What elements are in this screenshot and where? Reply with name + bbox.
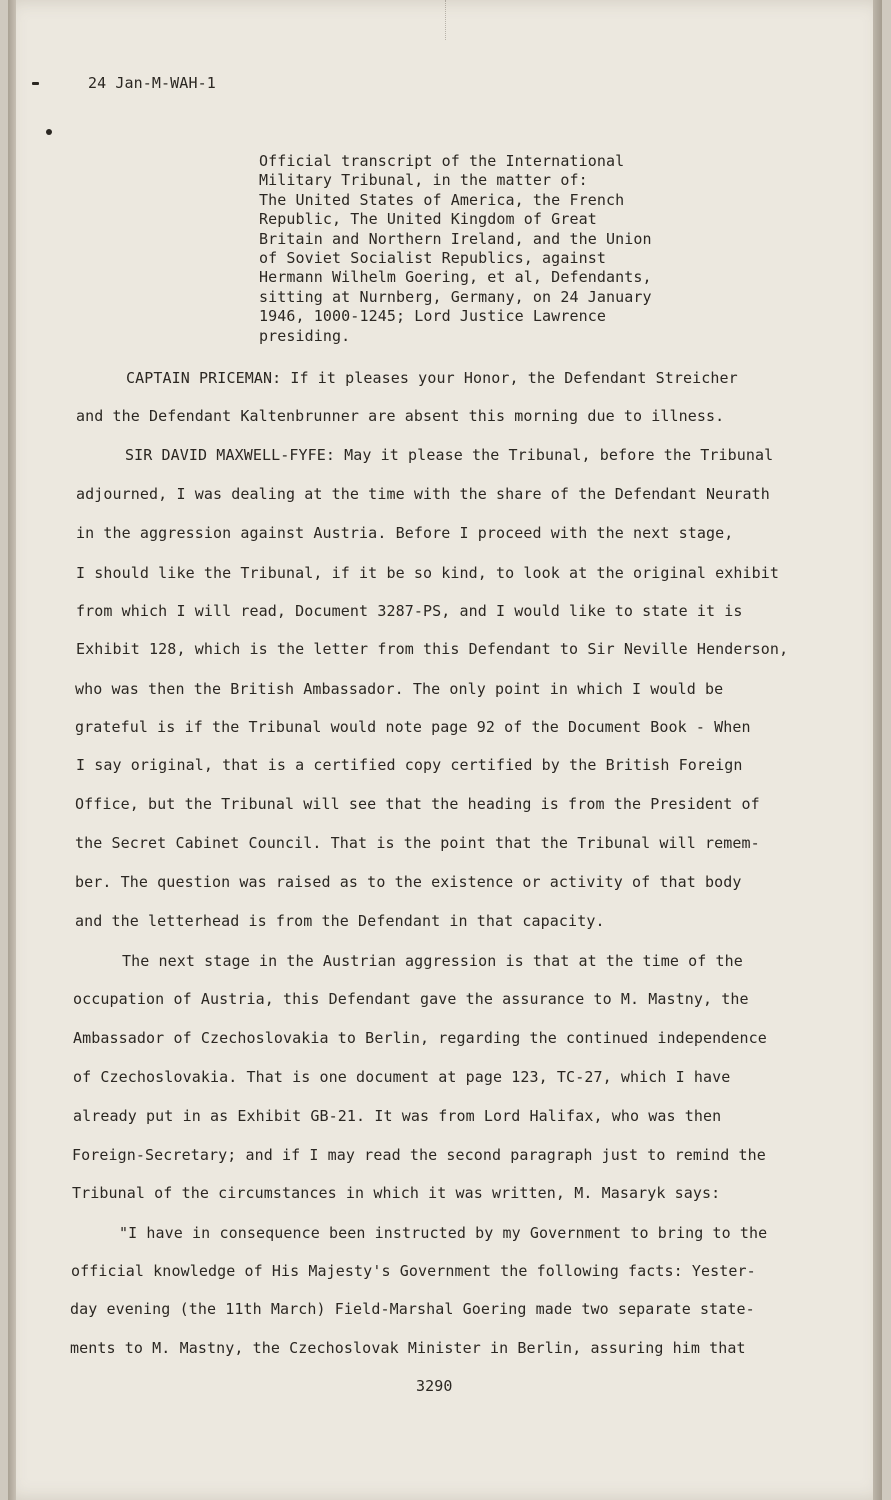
body-line: adjourned, I was dealing at the time with the share of the Defendant Neurath bbox=[76, 485, 770, 503]
body-line: and the letterhead is from the Defendant in that capacity. bbox=[75, 912, 605, 930]
body-line: Ambassador of Czechoslovakia to Berlin, regarding the continued independence bbox=[73, 1029, 767, 1047]
body-line: The next stage in the Austrian aggression is that at the time of the bbox=[122, 952, 743, 970]
body-line: SIR DAVID MAXWELL-FYFE: May it please the Tribunal, before the Tribunal bbox=[125, 446, 774, 464]
body-line: grateful is if the Tribunal would note page 92 of the Document Book - When bbox=[75, 718, 751, 736]
body-line: "I have in consequence been instructed by my Government to bring to the bbox=[119, 1224, 768, 1242]
caption-line: Hermann Wilhelm Goering, et al, Defendants, bbox=[259, 268, 652, 287]
body-line: Foreign-Secretary; and if I may read the second paragraph just to remind the bbox=[72, 1146, 766, 1164]
body-line: I should like the Tribunal, if it be so kind, to look at the original exhibit bbox=[76, 564, 780, 582]
body-line: day evening (the 11th March) Field-Marshal Goering made two separate state- bbox=[70, 1300, 755, 1318]
body-line: already put in as Exhibit GB-21. It was from Lord Halifax, who was then bbox=[73, 1107, 722, 1125]
caption-line: Republic, The United Kingdom of Great bbox=[259, 210, 597, 229]
body-line: Exhibit 128, which is the letter from this Defendant to Sir Neville Henderson, bbox=[76, 640, 789, 658]
body-line: and the Defendant Kaltenbrunner are absent this morning due to illness. bbox=[76, 407, 725, 425]
body-line: Office, but the Tribunal will see that the heading is from the President of bbox=[75, 795, 760, 813]
caption-line: sitting at Nurnberg, Germany, on 24 January bbox=[259, 287, 652, 306]
body-line: from which I will read, Document 3287-PS, and I would like to state it is bbox=[76, 602, 743, 620]
body-line: of Czechoslovakia. That is one document at page 123, TC-27, which I have bbox=[73, 1068, 731, 1086]
body-line: Tribunal of the circumstances in which it was written, M. Masaryk says: bbox=[72, 1184, 721, 1202]
caption-line: Official transcript of the International bbox=[259, 152, 625, 170]
body-line: occupation of Austria, this Defendant gave the assurance to M. Mastny, the bbox=[73, 990, 749, 1008]
caption-line: presiding. bbox=[259, 326, 351, 345]
caption-line: 1946, 1000-1245; Lord Justice Lawrence bbox=[259, 307, 606, 326]
caption-line: of Soviet Socialist Republics, against bbox=[259, 249, 606, 268]
body-line: ments to M. Mastny, the Czechoslovak Minister in Berlin, assuring him that bbox=[70, 1339, 746, 1357]
document-page bbox=[8, 0, 882, 1500]
body-line: who was then the British Ambassador. The only point in which I would be bbox=[75, 680, 724, 698]
body-line: official knowledge of His Majesty's Government the following facts: Yester- bbox=[71, 1262, 756, 1280]
body-line: I say original, that is a certified copy certified by the British Foreign bbox=[76, 756, 743, 774]
caption-line: The United States of America, the French bbox=[259, 190, 625, 209]
transcript-body bbox=[8, 0, 882, 1500]
body-line: CAPTAIN PRICEMAN: If it pleases your Honor, the Defendant Streicher bbox=[126, 369, 738, 387]
page-number: 3290 bbox=[416, 1377, 453, 1395]
caption-line: Britain and Northern Ireland, and the Union bbox=[259, 229, 652, 248]
body-line: the Secret Cabinet Council. That is the point that the Tribunal will remem- bbox=[75, 834, 760, 852]
caption-line: Military Tribunal, in the matter of: bbox=[259, 171, 588, 190]
body-line: in the aggression against Austria. Before I proceed with the next stage, bbox=[76, 524, 734, 542]
body-line: ber. The question was raised as to the existence or activity of that body bbox=[75, 873, 742, 891]
document-id: 24 Jan-M-WAH-1 bbox=[88, 74, 216, 92]
